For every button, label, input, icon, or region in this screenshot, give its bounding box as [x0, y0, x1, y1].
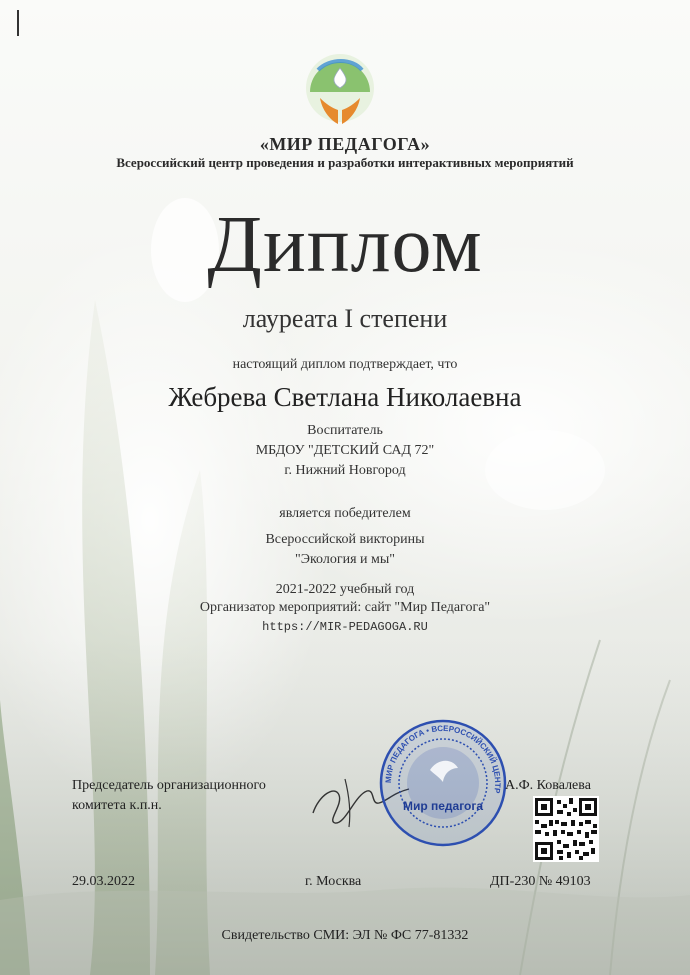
- recipient-position: Воспитатель: [307, 423, 383, 438]
- mir-pedagoga-logo-icon: [300, 48, 380, 132]
- scan-mark: [17, 10, 19, 36]
- recipient-name: Жебрева Светлана Николаевна: [168, 382, 522, 412]
- chair-title-line1: Председатель организационного: [72, 778, 266, 793]
- diploma-title: Диплом: [207, 201, 483, 289]
- winner-text: является победителем: [279, 506, 411, 521]
- website-link[interactable]: https://MIR-PEDAGOGA.RU: [262, 620, 428, 634]
- diploma-degree: лауреата I степени: [242, 304, 448, 333]
- issue-place: г. Москва: [305, 874, 362, 889]
- organizer-text: Организатор мероприятий: сайт "Мир Педагога": [199, 600, 491, 615]
- contest-name: "Экология и мы": [295, 552, 395, 567]
- stamp-ring-text: МИР ПЕДАГОГА • ВСЕРОССИЙСКИЙ ЦЕНТР: [383, 723, 503, 794]
- chair-title-line2: комитета к.п.н.: [72, 798, 162, 813]
- issue-date: 29.03.2022: [72, 874, 135, 889]
- confirm-text: настоящий диплом подтверждает, что: [232, 357, 458, 372]
- academic-year: 2021-2022 учебный год: [275, 582, 415, 597]
- recipient-city: г. Нижний Новгород: [284, 463, 406, 478]
- contest-type: Всероссийской викторины: [265, 532, 425, 547]
- organization-subtitle: Всероссийский центр проведения и разработки интерактивных мероприятий: [116, 155, 574, 170]
- chair-name: А.Ф. Ковалева: [505, 778, 591, 793]
- organization-name: «МИР ПЕДАГОГА»: [259, 134, 431, 154]
- qr-code-icon[interactable]: [533, 796, 599, 862]
- recipient-institution: МБДОУ "ДЕТСКИЙ САД 72": [255, 443, 435, 458]
- document-number: ДП-230 № 49103: [490, 874, 591, 889]
- stamp-center-text: Мир педагога: [402, 799, 484, 813]
- media-certificate: Свидетельство СМИ: ЭЛ № ФС 77-81332: [221, 928, 469, 943]
- official-stamp-icon: [378, 718, 508, 848]
